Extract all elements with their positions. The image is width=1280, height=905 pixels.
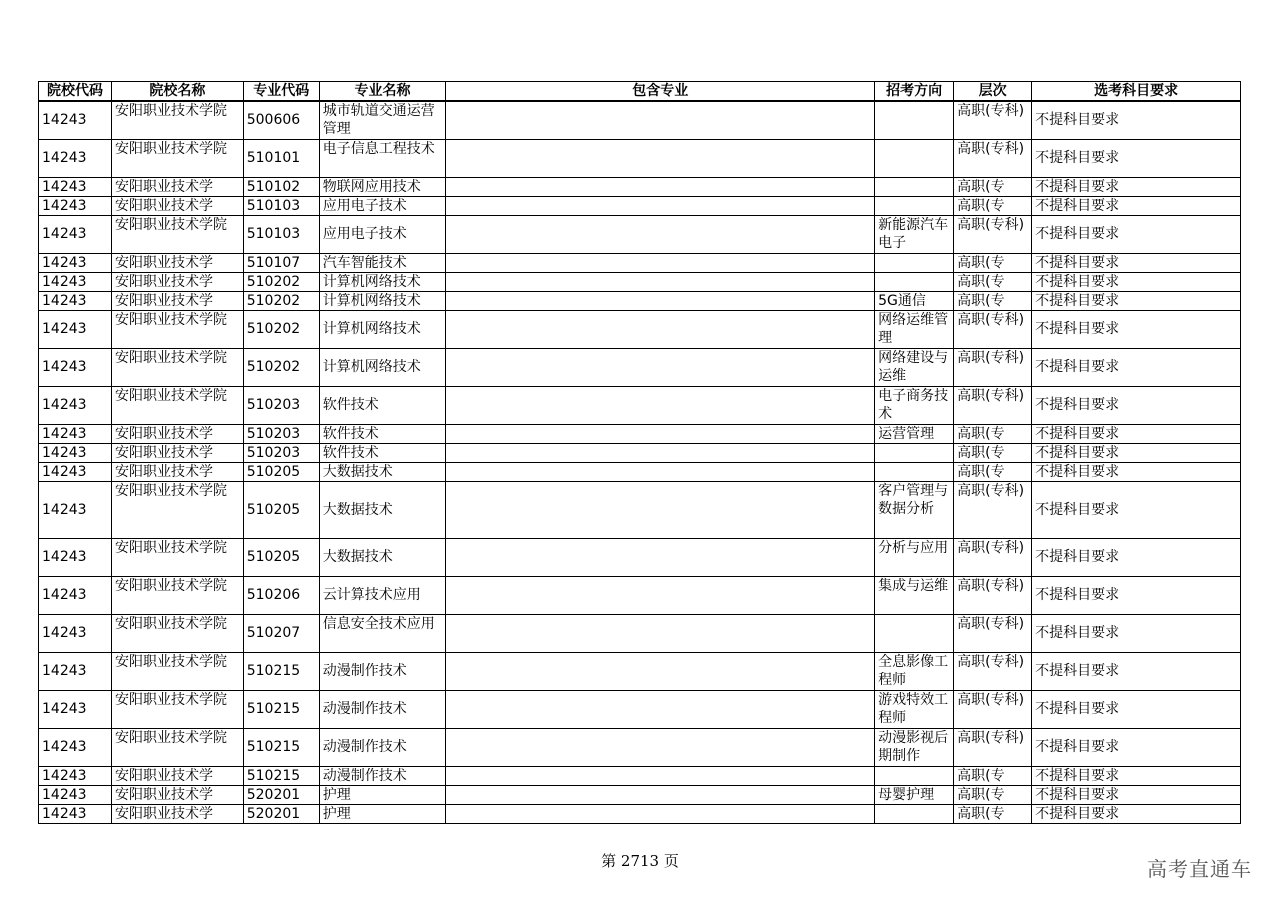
cell-major-code: 510103 bbox=[243, 215, 319, 253]
cell-major-code: 510202 bbox=[243, 310, 319, 348]
cell-direction: 动漫影视后期制作 bbox=[875, 728, 954, 766]
cell-direction bbox=[875, 101, 954, 139]
cell-subject-requirement: 不提科目要求 bbox=[1032, 481, 1241, 538]
table-row bbox=[39, 614, 1241, 652]
cell-direction: 电子商务技术 bbox=[875, 386, 954, 424]
cell-direction bbox=[875, 196, 954, 215]
cell-major-name: 软件技术 bbox=[319, 443, 446, 462]
cell-major-code: 510102 bbox=[243, 177, 319, 196]
cell-school-name: 安阳职业技术学院 bbox=[111, 728, 243, 766]
table-row bbox=[39, 462, 1241, 481]
cell-major-code: 510215 bbox=[243, 652, 319, 690]
cell-level: 高职(专 bbox=[954, 291, 1032, 310]
table-row bbox=[39, 766, 1241, 785]
table-row bbox=[39, 139, 1241, 177]
cell-major-name: 计算机网络技术 bbox=[319, 348, 446, 386]
cell-subject-requirement: 不提科目要求 bbox=[1032, 386, 1241, 424]
cell-direction bbox=[875, 804, 954, 823]
cell-subject-requirement: 不提科目要求 bbox=[1032, 766, 1241, 785]
cell-major-name: 动漫制作技术 bbox=[319, 690, 446, 728]
cell-school-name: 安阳职业技术学院 bbox=[111, 386, 243, 424]
table-row bbox=[39, 690, 1241, 728]
cell-level: 高职(专科) bbox=[954, 386, 1032, 424]
cell-major-code: 520201 bbox=[243, 804, 319, 823]
cell-school-code: 14243 bbox=[39, 253, 112, 272]
cell-level: 高职(专科) bbox=[954, 576, 1032, 614]
cell-direction: 分析与应用 bbox=[875, 538, 954, 576]
table-row bbox=[39, 538, 1241, 576]
cell-level: 高职(专科) bbox=[954, 652, 1032, 690]
cell-level: 高职(专科) bbox=[954, 215, 1032, 253]
table-row bbox=[39, 386, 1241, 424]
cell-school-name: 安阳职业技术学院 bbox=[111, 652, 243, 690]
cell-direction: 网络建设与运维 bbox=[875, 348, 954, 386]
cell-direction: 游戏特效工程师 bbox=[875, 690, 954, 728]
cell-school-code: 14243 bbox=[39, 462, 112, 481]
cell-major-code: 510207 bbox=[243, 614, 319, 652]
table-row bbox=[39, 728, 1241, 766]
table-row bbox=[39, 215, 1241, 253]
cell-included-majors bbox=[446, 348, 875, 386]
admissions-table bbox=[38, 81, 1241, 824]
cell-level: 高职(专 bbox=[954, 443, 1032, 462]
cell-direction: 运营管理 bbox=[875, 424, 954, 443]
cell-major-name: 大数据技术 bbox=[319, 481, 446, 538]
cell-school-code: 14243 bbox=[39, 443, 112, 462]
cell-school-name: 安阳职业技术学院 bbox=[111, 101, 243, 139]
header-level: 层次 bbox=[954, 82, 1032, 102]
cell-subject-requirement: 不提科目要求 bbox=[1032, 462, 1241, 481]
cell-major-code: 500606 bbox=[243, 101, 319, 139]
cell-direction bbox=[875, 177, 954, 196]
cell-school-name: 安阳职业技术学院 bbox=[111, 614, 243, 652]
cell-direction bbox=[875, 139, 954, 177]
cell-subject-requirement: 不提科目要求 bbox=[1032, 804, 1241, 823]
header-included-majors: 包含专业 bbox=[446, 82, 875, 102]
table-row bbox=[39, 101, 1241, 139]
cell-included-majors bbox=[446, 272, 875, 291]
table-row bbox=[39, 177, 1241, 196]
cell-major-code: 520201 bbox=[243, 785, 319, 804]
cell-level: 高职(专 bbox=[954, 253, 1032, 272]
table-row bbox=[39, 253, 1241, 272]
cell-level: 高职(专科) bbox=[954, 690, 1032, 728]
cell-school-code: 14243 bbox=[39, 310, 112, 348]
cell-direction bbox=[875, 766, 954, 785]
cell-included-majors bbox=[446, 101, 875, 139]
cell-major-code: 510215 bbox=[243, 728, 319, 766]
cell-subject-requirement: 不提科目要求 bbox=[1032, 215, 1241, 253]
cell-school-code: 14243 bbox=[39, 804, 112, 823]
watermark-logo: 高考直通车 bbox=[1147, 857, 1252, 881]
cell-subject-requirement: 不提科目要求 bbox=[1032, 101, 1241, 139]
cell-major-code: 510206 bbox=[243, 576, 319, 614]
table-row bbox=[39, 443, 1241, 462]
cell-major-code: 510202 bbox=[243, 272, 319, 291]
cell-level: 高职(专 bbox=[954, 785, 1032, 804]
cell-school-name: 安阳职业技术学 bbox=[111, 424, 243, 443]
cell-major-code: 510101 bbox=[243, 139, 319, 177]
cell-major-name: 计算机网络技术 bbox=[319, 272, 446, 291]
cell-major-code: 510215 bbox=[243, 690, 319, 728]
cell-major-name: 电子信息工程技术 bbox=[319, 139, 446, 177]
cell-level: 高职(专科) bbox=[954, 614, 1032, 652]
cell-school-code: 14243 bbox=[39, 652, 112, 690]
table-row bbox=[39, 424, 1241, 443]
cell-level: 高职(专科) bbox=[954, 101, 1032, 139]
cell-subject-requirement: 不提科目要求 bbox=[1032, 196, 1241, 215]
cell-major-name: 动漫制作技术 bbox=[319, 652, 446, 690]
cell-included-majors bbox=[446, 576, 875, 614]
cell-major-code: 510202 bbox=[243, 291, 319, 310]
cell-included-majors bbox=[446, 481, 875, 538]
cell-level: 高职(专科) bbox=[954, 310, 1032, 348]
cell-school-code: 14243 bbox=[39, 785, 112, 804]
cell-direction: 5G通信 bbox=[875, 291, 954, 310]
cell-school-code: 14243 bbox=[39, 728, 112, 766]
cell-major-code: 510205 bbox=[243, 538, 319, 576]
cell-subject-requirement: 不提科目要求 bbox=[1032, 576, 1241, 614]
cell-subject-requirement: 不提科目要求 bbox=[1032, 291, 1241, 310]
cell-subject-requirement: 不提科目要求 bbox=[1032, 785, 1241, 804]
header-major-code: 专业代码 bbox=[243, 82, 319, 102]
cell-major-name: 软件技术 bbox=[319, 386, 446, 424]
cell-major-name: 计算机网络技术 bbox=[319, 291, 446, 310]
cell-included-majors bbox=[446, 766, 875, 785]
cell-major-name: 物联网应用技术 bbox=[319, 177, 446, 196]
cell-direction: 客户管理与数据分析 bbox=[875, 481, 954, 538]
cell-school-name: 安阳职业技术学院 bbox=[111, 576, 243, 614]
cell-major-name: 大数据技术 bbox=[319, 462, 446, 481]
cell-school-code: 14243 bbox=[39, 196, 112, 215]
table-row bbox=[39, 481, 1241, 538]
cell-level: 高职(专科) bbox=[954, 481, 1032, 538]
cell-included-majors bbox=[446, 177, 875, 196]
cell-subject-requirement: 不提科目要求 bbox=[1032, 253, 1241, 272]
cell-school-code: 14243 bbox=[39, 215, 112, 253]
table-row bbox=[39, 310, 1241, 348]
cell-major-name: 软件技术 bbox=[319, 424, 446, 443]
cell-level: 高职(专科) bbox=[954, 728, 1032, 766]
cell-school-code: 14243 bbox=[39, 690, 112, 728]
cell-major-code: 510203 bbox=[243, 443, 319, 462]
cell-major-code: 510203 bbox=[243, 424, 319, 443]
cell-major-name: 计算机网络技术 bbox=[319, 310, 446, 348]
cell-included-majors bbox=[446, 424, 875, 443]
cell-major-code: 510202 bbox=[243, 348, 319, 386]
table-header-row bbox=[39, 82, 1241, 102]
cell-school-code: 14243 bbox=[39, 424, 112, 443]
cell-school-name: 安阳职业技术学院 bbox=[111, 538, 243, 576]
cell-major-code: 510103 bbox=[243, 196, 319, 215]
cell-direction: 全息影像工程师 bbox=[875, 652, 954, 690]
header-school-name: 院校名称 bbox=[111, 82, 243, 102]
cell-major-name: 信息安全技术应用 bbox=[319, 614, 446, 652]
cell-major-code: 510203 bbox=[243, 386, 319, 424]
header-subject-requirement: 选考科目要求 bbox=[1032, 82, 1241, 102]
cell-major-name: 应用电子技术 bbox=[319, 196, 446, 215]
cell-major-name: 应用电子技术 bbox=[319, 215, 446, 253]
cell-direction: 母婴护理 bbox=[875, 785, 954, 804]
cell-included-majors bbox=[446, 538, 875, 576]
header-major-name: 专业名称 bbox=[319, 82, 446, 102]
cell-school-code: 14243 bbox=[39, 576, 112, 614]
cell-school-code: 14243 bbox=[39, 291, 112, 310]
cell-school-code: 14243 bbox=[39, 139, 112, 177]
cell-subject-requirement: 不提科目要求 bbox=[1032, 424, 1241, 443]
cell-direction bbox=[875, 272, 954, 291]
cell-level: 高职(专 bbox=[954, 424, 1032, 443]
cell-school-name: 安阳职业技术学 bbox=[111, 196, 243, 215]
cell-direction bbox=[875, 253, 954, 272]
table-row bbox=[39, 576, 1241, 614]
cell-major-name: 动漫制作技术 bbox=[319, 766, 446, 785]
table-row bbox=[39, 196, 1241, 215]
cell-subject-requirement: 不提科目要求 bbox=[1032, 652, 1241, 690]
cell-subject-requirement: 不提科目要求 bbox=[1032, 690, 1241, 728]
cell-included-majors bbox=[446, 785, 875, 804]
cell-school-code: 14243 bbox=[39, 348, 112, 386]
table-row bbox=[39, 291, 1241, 310]
cell-major-name: 云计算技术应用 bbox=[319, 576, 446, 614]
header-direction: 招考方向 bbox=[875, 82, 954, 102]
cell-included-majors bbox=[446, 804, 875, 823]
cell-school-name: 安阳职业技术学 bbox=[111, 766, 243, 785]
cell-school-name: 安阳职业技术学 bbox=[111, 804, 243, 823]
cell-subject-requirement: 不提科目要求 bbox=[1032, 443, 1241, 462]
cell-subject-requirement: 不提科目要求 bbox=[1032, 348, 1241, 386]
cell-direction bbox=[875, 614, 954, 652]
cell-school-code: 14243 bbox=[39, 538, 112, 576]
cell-major-name: 城市轨道交通运营管理 bbox=[319, 101, 446, 139]
cell-included-majors bbox=[446, 310, 875, 348]
cell-school-code: 14243 bbox=[39, 614, 112, 652]
page-number: 第 2713 页 bbox=[601, 852, 679, 870]
cell-included-majors bbox=[446, 291, 875, 310]
cell-major-name: 动漫制作技术 bbox=[319, 728, 446, 766]
cell-included-majors bbox=[446, 652, 875, 690]
cell-school-name: 安阳职业技术学 bbox=[111, 462, 243, 481]
header-school-code: 院校代码 bbox=[39, 82, 112, 102]
table-row bbox=[39, 804, 1241, 823]
cell-subject-requirement: 不提科目要求 bbox=[1032, 272, 1241, 291]
table-row bbox=[39, 348, 1241, 386]
cell-level: 高职(专 bbox=[954, 272, 1032, 291]
cell-direction: 新能源汽车电子 bbox=[875, 215, 954, 253]
cell-level: 高职(专 bbox=[954, 177, 1032, 196]
cell-major-name: 汽车智能技术 bbox=[319, 253, 446, 272]
cell-direction: 网络运维管理 bbox=[875, 310, 954, 348]
table-body bbox=[39, 101, 1241, 823]
cell-included-majors bbox=[446, 253, 875, 272]
cell-included-majors bbox=[446, 690, 875, 728]
cell-school-name: 安阳职业技术学 bbox=[111, 443, 243, 462]
cell-school-code: 14243 bbox=[39, 481, 112, 538]
cell-school-name: 安阳职业技术学 bbox=[111, 272, 243, 291]
cell-school-code: 14243 bbox=[39, 766, 112, 785]
cell-subject-requirement: 不提科目要求 bbox=[1032, 310, 1241, 348]
cell-school-name: 安阳职业技术学 bbox=[111, 291, 243, 310]
cell-school-name: 安阳职业技术学院 bbox=[111, 690, 243, 728]
cell-level: 高职(专科) bbox=[954, 538, 1032, 576]
cell-included-majors bbox=[446, 728, 875, 766]
cell-level: 高职(专科) bbox=[954, 139, 1032, 177]
cell-major-code: 510215 bbox=[243, 766, 319, 785]
cell-included-majors bbox=[446, 614, 875, 652]
cell-school-name: 安阳职业技术学院 bbox=[111, 348, 243, 386]
cell-included-majors bbox=[446, 386, 875, 424]
cell-school-name: 安阳职业技术学 bbox=[111, 785, 243, 804]
cell-school-code: 14243 bbox=[39, 101, 112, 139]
table-row bbox=[39, 272, 1241, 291]
cell-direction: 集成与运维 bbox=[875, 576, 954, 614]
cell-major-code: 510205 bbox=[243, 462, 319, 481]
cell-school-name: 安阳职业技术学 bbox=[111, 253, 243, 272]
cell-direction bbox=[875, 443, 954, 462]
cell-subject-requirement: 不提科目要求 bbox=[1032, 614, 1241, 652]
table-row bbox=[39, 652, 1241, 690]
cell-subject-requirement: 不提科目要求 bbox=[1032, 538, 1241, 576]
table-row bbox=[39, 785, 1241, 804]
cell-school-name: 安阳职业技术学院 bbox=[111, 215, 243, 253]
cell-major-name: 大数据技术 bbox=[319, 538, 446, 576]
cell-subject-requirement: 不提科目要求 bbox=[1032, 139, 1241, 177]
cell-major-name: 护理 bbox=[319, 785, 446, 804]
cell-level: 高职(专 bbox=[954, 804, 1032, 823]
cell-subject-requirement: 不提科目要求 bbox=[1032, 177, 1241, 196]
cell-included-majors bbox=[446, 215, 875, 253]
cell-included-majors bbox=[446, 443, 875, 462]
cell-level: 高职(专 bbox=[954, 196, 1032, 215]
cell-school-code: 14243 bbox=[39, 386, 112, 424]
cell-school-name: 安阳职业技术学院 bbox=[111, 310, 243, 348]
cell-included-majors bbox=[446, 196, 875, 215]
cell-school-name: 安阳职业技术学院 bbox=[111, 481, 243, 538]
cell-level: 高职(专科) bbox=[954, 348, 1032, 386]
cell-included-majors bbox=[446, 139, 875, 177]
cell-major-code: 510205 bbox=[243, 481, 319, 538]
cell-major-code: 510107 bbox=[243, 253, 319, 272]
cell-school-code: 14243 bbox=[39, 272, 112, 291]
cell-level: 高职(专 bbox=[954, 462, 1032, 481]
cell-subject-requirement: 不提科目要求 bbox=[1032, 728, 1241, 766]
cell-included-majors bbox=[446, 462, 875, 481]
cell-school-code: 14243 bbox=[39, 177, 112, 196]
cell-level: 高职(专 bbox=[954, 766, 1032, 785]
cell-major-name: 护理 bbox=[319, 804, 446, 823]
cell-school-name: 安阳职业技术学院 bbox=[111, 139, 243, 177]
cell-school-name: 安阳职业技术学 bbox=[111, 177, 243, 196]
cell-direction bbox=[875, 462, 954, 481]
